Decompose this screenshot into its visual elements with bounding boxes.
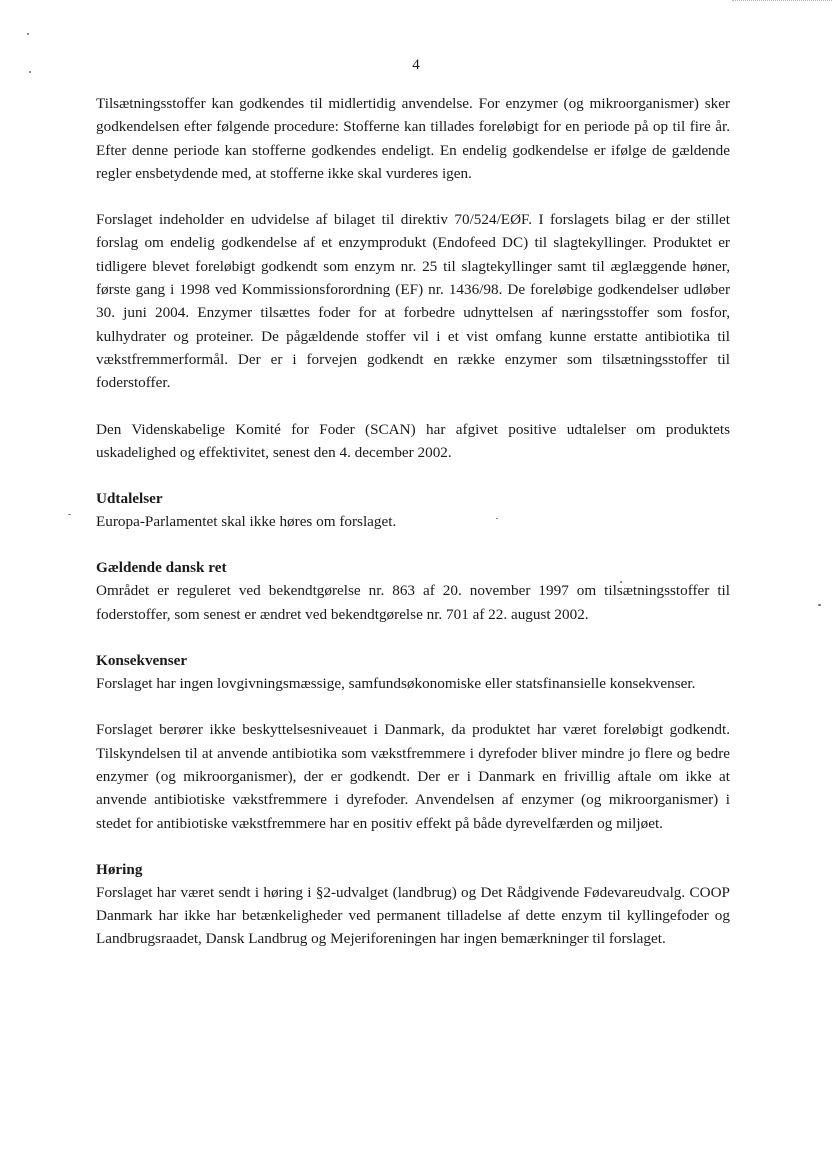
scan-edge-streak bbox=[732, 0, 832, 5]
scan-speck bbox=[68, 514, 71, 515]
body-paragraph: Forslaget har ingen lovgivningsmæssige, samfundsøkonomiske eller statsfinansielle konsekvenser. bbox=[96, 675, 696, 693]
body-paragraph: Området er reguleret ved bekendtgørelse nr. 863 af 20. november 1997 om tilsætningsstoffer til foderstoffer, som senest er ændret ved bekendtgørelse nr. 701 af 22. august 2002. bbox=[96, 582, 730, 623]
section-heading-hoering: Høring bbox=[96, 860, 143, 878]
body-paragraph: Den Videnskabelige Komité for Foder (SCAN) har afgivet positive udtalelser om produktets uskadelighed og effektivitet, senest den 4. december 2002. bbox=[96, 420, 730, 461]
section-heading-konsekvenser: Konsekvenser bbox=[96, 652, 188, 670]
body-paragraph: Forslaget indeholder en udvidelse af bilaget til direktiv 70/524/EØF. I forslagets bilag er der stillet forslag om endelig godkendelse af et enzymprodukt (Endofeed DC) til slagtekyllinger. Produktet er tidligere blevet foreløbigt godkendt som enzym nr. 25 til slagtekyllinger samt til æglæggende høner, første gang i 1998 ved Kommissionsforordning (EF) nr. 1436/98. De foreløbige godkendelser udløber 30. juni 2004. Enzymer tilsættes foder for at forbedre udnyttelsen af næringsstoffer som fosfor, kulhydrater og proteiner. De pågældende stoffer vil i et vist omfang kunne erstatte antibiotika til vækstfremmerformål. Der er i forvejen godkendt en række enzymer som tilsætningsstoffer til foderstoffer. bbox=[96, 211, 730, 392]
body-paragraph: Tilsætningsstoffer kan godkendes til midlertidig anvendelse. For enzymer (og mikroorganismer) sker godkendelsen efter følgende procedure: Stofferne kan tillades foreløbigt for en periode på op til fire år. Efter denne periode kan stofferne godkendes endeligt. En endelig godkendelse er ifølge de gældende regler ensbetydende med, at stofferne ikke skal vurderes igen. bbox=[96, 95, 730, 182]
scan-speck bbox=[818, 604, 821, 606]
document-body bbox=[96, 92, 730, 951]
body-paragraph: Forslaget har været sendt i høring i §2-udvalget (landbrug) og Det Rådgivende Fødevareudvalg. COOP Danmark har ikke har betænkeligheder ved permanent tilladelse af dette enzym til kyllingefoder og Landbrugsraadet, Dansk Landbrug og Mejeriforeningen har ingen bemærkninger til forslaget. bbox=[96, 883, 730, 948]
body-paragraph: Forslaget berører ikke beskyttelsesniveauet i Danmark, da produktet har været foreløbigt godkendt. Tilskyndelsen til at anvende antibiotika som vækstfremmere i dyrefoder bliver mindre jo flere og bedre enzymer (og mikroorganismer), der er godkendt. Der er i Danmark en frivillig aftale om ikke at anvende antibiotiske vækstfremmere i dyrefoder. Anvendelsen af enzymer (og mikroorganismer) i stedet for antibiotiske vækstfremmere har en positiv effekt på både dyrevelfærden og miljøet. bbox=[96, 721, 730, 832]
section-heading-udtalelser: Udtalelser bbox=[96, 490, 163, 508]
page-number: 4 bbox=[412, 57, 420, 73]
body-paragraph: Europa-Parlamentet skal ikke høres om forslaget. bbox=[96, 513, 397, 531]
section-heading-gaeldende-dansk-ret: Gældende dansk ret bbox=[96, 559, 227, 577]
scan-speck bbox=[27, 33, 29, 35]
